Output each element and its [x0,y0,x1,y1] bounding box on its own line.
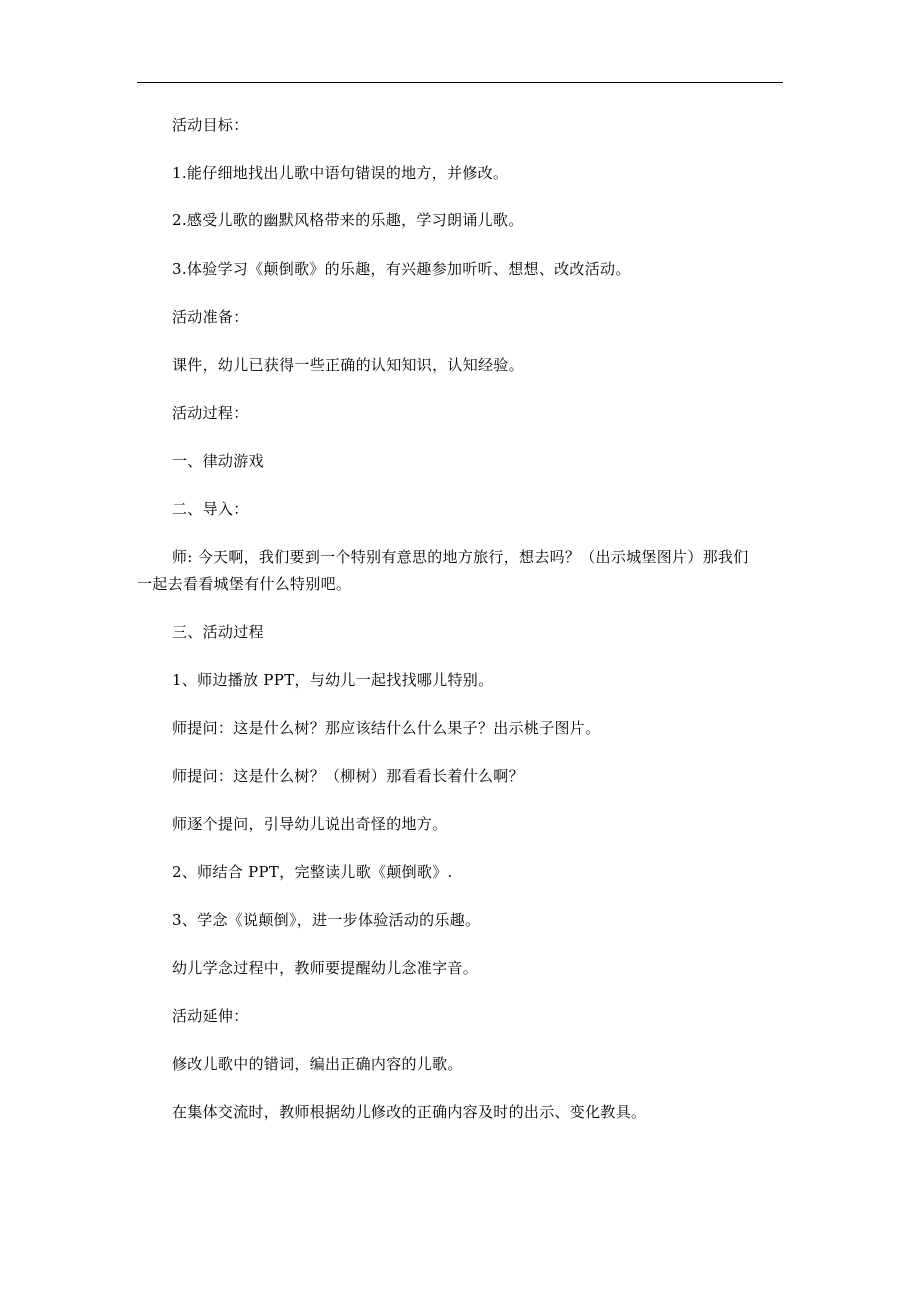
goal-item-2: 2.感受儿歌的幽默风格带来的乐趣，学习朗诵儿歌。 [172,211,524,229]
section-introduction: 二、导入： [172,500,249,518]
header-rule [137,82,783,83]
section-activity-process: 三、活动过程 [172,623,264,641]
process-step-3: 3、学念《说颠倒》，进一步体验活动的乐趣。 [172,911,481,929]
preparation-text: 课件，幼儿已获得一些正确的认知知识，认知经验。 [172,356,524,374]
extension-text-2: 在集体交流时，教师根据幼儿修改的正确内容及时的出示、变化教具。 [172,1103,647,1121]
teacher-question-1: 师提问：这是什么树？那应该结什么什么果子？出示桃子图片。 [172,719,601,737]
learning-note: 幼儿学念过程中，教师要提醒幼儿念准字音。 [172,959,479,977]
section-rhythm-game: 一、律动游戏 [172,452,264,470]
goal-item-3: 3.体验学习《颠倒歌》的乐趣，有兴趣参加听听、想想、改改活动。 [172,260,631,278]
teacher-question-2: 师提问：这是什么树？（柳树）那看看长着什么啊？ [172,767,524,785]
intro-text-line-1: 师: 今天啊，我们要到一个特别有意思的地方旅行，想去吗？（出示城堡图片）那我们 [172,548,749,566]
goal-item-1: 1.能仔细地找出儿歌中语句错误的地方，并修改。 [172,164,509,182]
process-step-1: 1、师边播放 PPT，与幼儿一起找找哪儿特别。 [172,671,494,689]
heading-activity-goals: 活动目标： [172,116,249,134]
teacher-guidance: 师逐个提问，引导幼儿说出奇怪的地方。 [172,815,448,833]
heading-activity-process: 活动过程： [172,404,249,422]
process-step-2: 2、师结合 PPT，完整读儿歌《颠倒歌》. [172,863,453,881]
heading-activity-extension: 活动延伸： [172,1007,249,1025]
heading-activity-preparation: 活动准备： [172,308,249,326]
extension-text-1: 修改儿歌中的错词，编出正确内容的儿歌。 [172,1055,463,1073]
intro-text-line-2: 一起去看看城堡有什么特别吧。 [137,575,352,593]
